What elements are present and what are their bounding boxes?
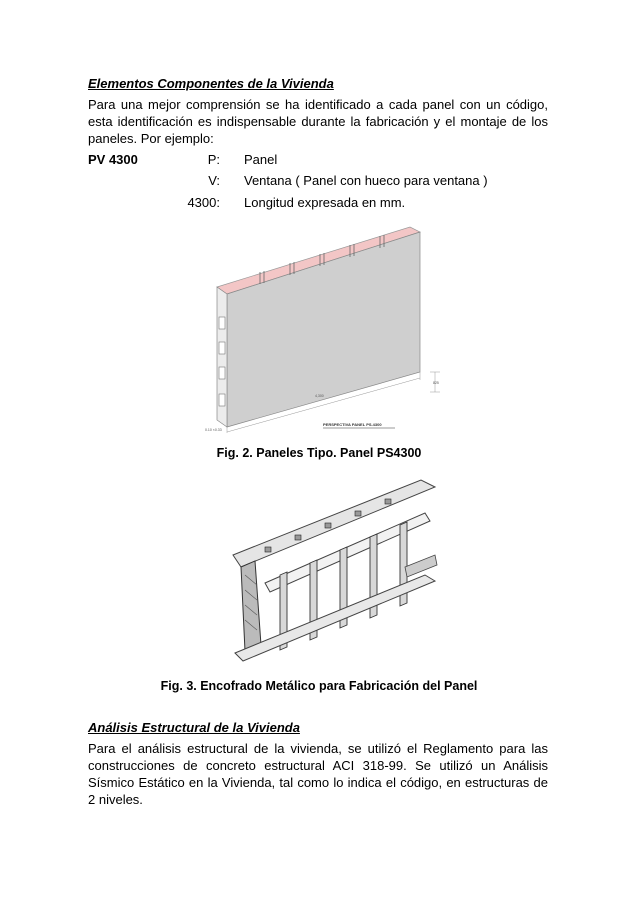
code-value-length: Longitud expresada en mm. xyxy=(244,195,406,210)
dimension-height-label: 825 xyxy=(433,381,439,385)
intro-paragraph: Para una mejor comprensión se ha identificado a cada panel con un código, esta identificación es indispensable durante la fabricación y el montaje de los paneles. Por ejemplo: xyxy=(88,97,548,146)
figure-2-caption: Fig. 2. Paneles Tipo. Panel PS4300 xyxy=(216,446,422,460)
figure-3-formwork-drawing xyxy=(225,475,440,665)
code-key-v: V: xyxy=(208,173,220,188)
code-value-v: Ventana ( Panel con hueco para ventana ) xyxy=(244,173,488,188)
drawing-title-label: PERSPECTIVA PANEL PS.4300 xyxy=(323,422,382,427)
section-heading-components: Elementos Componentes de la Vivienda xyxy=(88,76,334,91)
figure-2-panel-drawing xyxy=(205,222,460,434)
dimension-length-label: 4,300 xyxy=(315,394,324,398)
section-heading-structural: Análisis Estructural de la Vivienda xyxy=(88,720,300,735)
code-value-p: Panel xyxy=(244,152,278,167)
code-key-length: 4300: xyxy=(187,195,220,210)
dimension-side-label: 0.10 ×0.33 xyxy=(205,428,222,432)
panel-code: PV 4300 xyxy=(88,152,138,167)
structural-paragraph: Para el análisis estructural de la vivienda, se utilizó el Reglamento para las construcciones de concreto estructural ACI 318-99. Se utilizó un Análisis Sísmico Estático en la Vivienda, tal como lo indica el código, en estructuras de 2 niveles. xyxy=(88,741,548,807)
figure-3-caption: Fig. 3. Encofrado Metálico para Fabricación del Panel xyxy=(160,679,478,693)
code-key-p: P: xyxy=(207,152,220,167)
